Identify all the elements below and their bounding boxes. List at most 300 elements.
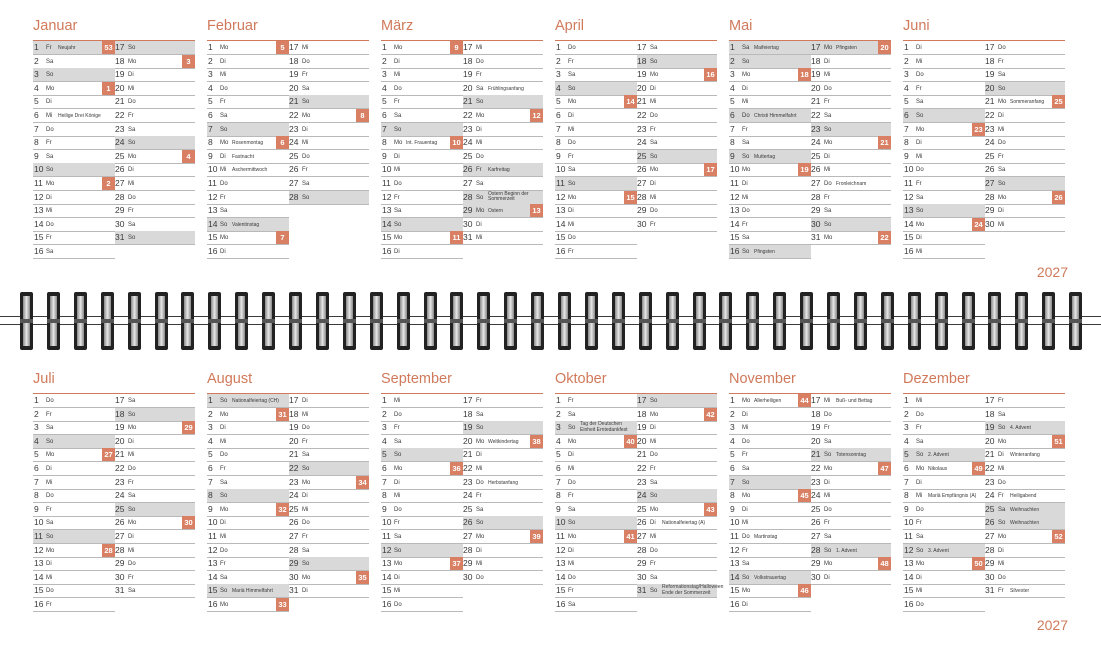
weekday-label: Di xyxy=(394,153,400,160)
day-row xyxy=(637,476,717,490)
weekday-label: Sa xyxy=(998,411,1006,418)
weekday-label: Sa xyxy=(568,411,576,418)
weekday-label: Fr xyxy=(46,235,52,242)
day-number: 15 xyxy=(208,232,218,243)
day-row xyxy=(463,544,543,558)
day-number: 14 xyxy=(904,571,914,582)
binding-ring xyxy=(908,292,921,350)
day-number: 17 xyxy=(289,395,299,405)
day-row xyxy=(381,503,463,517)
day-number: 13 xyxy=(34,205,44,216)
day-row xyxy=(903,584,985,598)
day-row xyxy=(729,109,811,123)
weekday-label: Di xyxy=(394,574,400,581)
day-row xyxy=(463,421,543,435)
binding-ring xyxy=(450,292,463,350)
day-row xyxy=(115,489,195,503)
day-number: 21 xyxy=(985,96,995,107)
binding-ring xyxy=(881,292,894,350)
holiday-label: Winteranfang xyxy=(1010,452,1040,459)
day-row xyxy=(207,245,289,259)
day-row xyxy=(637,163,717,177)
day-row xyxy=(811,150,891,164)
weekday-label: Di xyxy=(394,58,400,65)
day-number: 2 xyxy=(208,408,213,419)
day-number: 10 xyxy=(904,517,914,528)
day-number: 21 xyxy=(463,96,473,107)
weekday-label: Mo xyxy=(916,126,925,133)
day-row xyxy=(729,530,811,544)
day-number: 12 xyxy=(556,544,566,555)
day-row xyxy=(637,448,717,462)
day-row xyxy=(33,163,115,177)
day-number: 16 xyxy=(730,246,740,256)
day-number: 1 xyxy=(556,395,561,405)
day-row xyxy=(207,394,289,408)
day-row xyxy=(637,123,717,137)
day-row xyxy=(115,435,195,449)
day-row xyxy=(555,68,637,82)
weekday-label: So xyxy=(302,466,310,472)
weekday-label: So xyxy=(302,99,310,106)
day-number: 26 xyxy=(115,164,125,175)
day-number: 6 xyxy=(556,463,561,473)
weekday-label: Di xyxy=(742,602,748,608)
day-number: 29 xyxy=(637,205,647,216)
day-number: 30 xyxy=(463,571,473,582)
day-number: 1 xyxy=(34,395,39,405)
week-number-badge: 35 xyxy=(356,571,369,584)
week-number-badge: 17 xyxy=(704,163,717,176)
weekday-label: So xyxy=(650,58,658,65)
day-number: 3 xyxy=(904,69,909,80)
day-row xyxy=(381,408,463,422)
holiday-label: Herbstanfang xyxy=(488,479,519,486)
day-number: 22 xyxy=(637,463,647,473)
weekday-label: Mi xyxy=(568,221,575,228)
day-row xyxy=(289,421,369,435)
weekday-label: Do xyxy=(302,58,310,65)
day-row xyxy=(555,584,637,598)
weekday-label: So xyxy=(650,153,658,160)
weekday-label: Do xyxy=(742,534,750,540)
day-row xyxy=(811,571,891,585)
day-number: 18 xyxy=(115,408,125,419)
day-number: 10 xyxy=(208,164,218,175)
weekday-label: Do xyxy=(824,411,832,418)
day-number: 21 xyxy=(637,449,647,460)
weekday-label: Fr xyxy=(302,534,308,540)
week-number-badge: 10 xyxy=(450,136,463,149)
weekday-label: Mo xyxy=(568,438,577,445)
day-number: 9 xyxy=(904,150,909,161)
day-row xyxy=(811,177,891,191)
weekday-label: So xyxy=(128,235,136,242)
weekday-label: Do xyxy=(742,438,750,445)
day-number: 28 xyxy=(115,191,125,202)
day-row xyxy=(381,55,463,69)
weekday-label: Do xyxy=(998,45,1006,51)
day-number: 2 xyxy=(382,408,387,419)
day-number: 8 xyxy=(208,137,213,148)
weekday-label: Fr xyxy=(476,493,482,500)
weekday-label: Mi xyxy=(568,126,575,133)
weekday-label: So xyxy=(220,588,228,595)
weekday-label: Fr xyxy=(998,153,1004,160)
weekday-label: Fr xyxy=(742,221,748,228)
day-number: 31 xyxy=(289,585,299,596)
day-row xyxy=(33,530,115,544)
day-row xyxy=(985,55,1065,69)
weekday-label: So xyxy=(650,588,658,595)
holiday-label: Heiligabend xyxy=(1010,493,1037,500)
day-row xyxy=(381,41,463,55)
day-number: 10 xyxy=(208,517,218,528)
weekday-label: Mi xyxy=(998,561,1005,568)
day-row xyxy=(729,150,811,164)
day-row xyxy=(289,435,369,449)
day-row xyxy=(289,82,369,96)
weekday-label: So xyxy=(394,452,402,459)
day-row xyxy=(289,41,369,55)
weekday-label: Sa xyxy=(916,534,924,540)
weekday-label: So xyxy=(568,425,576,432)
day-row xyxy=(729,394,811,408)
weekday-label: Do xyxy=(128,194,136,201)
day-row xyxy=(463,191,543,205)
weekday-label: Do xyxy=(394,181,402,187)
weekday-label: Di xyxy=(824,58,830,65)
weekday-label: Sa xyxy=(128,588,136,595)
weekday-label: Do xyxy=(46,493,54,500)
binding-ring xyxy=(693,292,706,350)
holiday-label: Nationalfeiertag (A) xyxy=(662,520,706,527)
weekday-label: Di xyxy=(568,452,574,459)
day-number: 24 xyxy=(637,490,647,501)
weekday-label: Do xyxy=(568,140,576,147)
week-number-badge: 22 xyxy=(878,231,891,244)
holiday-label: Frühlingsanfang xyxy=(488,85,524,92)
day-number: 8 xyxy=(904,137,909,148)
day-row xyxy=(811,544,891,558)
day-row xyxy=(463,435,543,449)
day-number: 6 xyxy=(556,110,561,120)
day-row xyxy=(207,598,289,612)
week-number-badge: 47 xyxy=(878,462,891,475)
weekday-label: Mi xyxy=(46,208,53,215)
day-row xyxy=(381,476,463,490)
weekday-label: Sa xyxy=(220,208,228,215)
day-row xyxy=(903,530,985,544)
day-number: 17 xyxy=(115,42,125,52)
weekday-label: Di xyxy=(220,153,226,160)
day-number: 10 xyxy=(34,164,44,175)
weekday-label: Fr xyxy=(476,167,482,174)
day-row xyxy=(903,163,985,177)
day-number: 5 xyxy=(556,449,561,460)
day-number: 11 xyxy=(382,178,391,188)
holiday-label: Pfingsten xyxy=(754,249,775,255)
weekday-label: So xyxy=(998,85,1006,92)
day-number: 9 xyxy=(382,150,387,161)
day-number: 10 xyxy=(382,517,392,528)
weekday-label: Do xyxy=(476,479,484,486)
day-row xyxy=(555,598,637,612)
weekday-label: Sa xyxy=(302,452,310,459)
day-row xyxy=(463,571,543,585)
day-row xyxy=(381,95,463,109)
day-row xyxy=(811,462,891,476)
day-row xyxy=(207,231,289,245)
weekday-label: Mi xyxy=(916,153,923,160)
week-number-badge: 24 xyxy=(972,218,985,231)
day-row xyxy=(729,231,811,245)
binding-ring xyxy=(477,292,490,350)
weekday-label: Mi xyxy=(650,99,657,106)
day-number: 5 xyxy=(208,449,213,460)
weekday-label: Mi xyxy=(998,126,1005,133)
day-row xyxy=(115,41,195,55)
day-number: 7 xyxy=(34,123,39,134)
day-row xyxy=(463,109,543,123)
weekday-label: Di xyxy=(302,588,308,595)
day-row xyxy=(903,489,985,503)
binding-ring xyxy=(370,292,383,350)
day-number: 29 xyxy=(985,205,995,216)
day-number: 14 xyxy=(730,571,740,582)
day-row xyxy=(555,394,637,408)
binding-ring xyxy=(208,292,221,350)
day-row xyxy=(903,68,985,82)
weekday-label: Do xyxy=(128,466,136,472)
day-row xyxy=(985,544,1065,558)
weekday-label: Mo xyxy=(916,221,925,228)
binding-ring xyxy=(316,292,329,350)
weekday-label: Mo xyxy=(220,235,229,242)
day-number: 14 xyxy=(730,218,740,229)
day-row xyxy=(289,408,369,422)
day-row xyxy=(207,150,289,164)
weekday-label: Di xyxy=(650,425,656,432)
day-number: 11 xyxy=(904,531,913,541)
day-number: 11 xyxy=(34,178,43,188)
day-number: 23 xyxy=(637,476,647,487)
day-number: 13 xyxy=(208,205,218,216)
day-row xyxy=(729,245,811,259)
day-row xyxy=(33,516,115,530)
day-number: 16 xyxy=(904,599,914,609)
weekday-label: Fr xyxy=(220,99,226,106)
day-number: 30 xyxy=(115,218,125,229)
day-number: 3 xyxy=(34,69,39,80)
binding-ring xyxy=(773,292,786,350)
day-row xyxy=(115,150,195,164)
day-row xyxy=(115,55,195,69)
weekday-label: Mo xyxy=(824,561,833,568)
weekday-label: Mo xyxy=(650,506,659,513)
day-number: 19 xyxy=(637,69,647,80)
weekday-label: Mo xyxy=(824,466,833,472)
day-number: 7 xyxy=(556,123,561,134)
day-row xyxy=(903,150,985,164)
day-number: 7 xyxy=(904,123,909,134)
weekday-label: Do xyxy=(916,602,924,608)
day-row xyxy=(637,150,717,164)
weekday-label: Mo xyxy=(394,45,403,51)
weekday-label: Di xyxy=(742,411,748,418)
holiday-label: Nikolaus xyxy=(928,466,948,472)
day-row xyxy=(903,394,985,408)
day-number: 5 xyxy=(382,96,387,107)
day-number: 13 xyxy=(34,558,44,569)
day-number: 19 xyxy=(811,422,821,433)
day-number: 17 xyxy=(811,42,821,52)
weekday-label: Do xyxy=(650,547,658,554)
weekday-label: Di xyxy=(568,547,574,554)
day-row xyxy=(555,435,637,449)
day-number: 29 xyxy=(115,558,125,569)
day-row xyxy=(903,448,985,462)
weekday-label: Mo xyxy=(128,520,137,527)
day-row xyxy=(729,476,811,490)
week-number-badge: 20 xyxy=(878,41,891,54)
day-number: 22 xyxy=(289,110,299,120)
day-number: 4 xyxy=(382,82,387,93)
day-number: 16 xyxy=(208,246,218,256)
day-row xyxy=(115,163,195,177)
day-number: 10 xyxy=(730,164,740,175)
week-number-badge: 30 xyxy=(182,516,195,529)
day-number: 25 xyxy=(115,503,125,514)
day-number: 7 xyxy=(730,476,735,487)
month-name: März xyxy=(381,18,414,34)
weekday-label: So xyxy=(128,45,136,51)
day-row xyxy=(33,476,115,490)
weekday-label: Di xyxy=(46,194,52,201)
day-row xyxy=(207,177,289,191)
week-number-badge: 18 xyxy=(798,68,811,81)
day-number: 23 xyxy=(637,123,647,134)
day-number: 2 xyxy=(904,55,909,66)
holiday-label: Martinstag xyxy=(754,534,778,540)
day-row xyxy=(555,516,637,530)
day-row xyxy=(381,421,463,435)
weekday-label: Mi xyxy=(916,588,923,595)
day-row xyxy=(115,177,195,191)
weekday-label: Sa xyxy=(476,181,484,187)
weekday-label: So xyxy=(394,547,402,554)
day-number: 29 xyxy=(811,558,821,569)
weekday-label: Mo xyxy=(302,574,311,581)
holiday-label: Mariä Empfängnis (A) xyxy=(928,493,977,500)
day-row xyxy=(33,68,115,82)
day-number: 8 xyxy=(382,490,387,501)
day-row xyxy=(463,55,543,69)
day-row xyxy=(381,435,463,449)
day-row xyxy=(637,571,717,585)
week-number-badge: 11 xyxy=(450,231,463,244)
day-row xyxy=(115,476,195,490)
day-row xyxy=(985,95,1065,109)
weekday-label: Mo xyxy=(476,113,485,119)
weekday-label: Mi xyxy=(476,140,483,147)
day-row xyxy=(115,68,195,82)
weekday-label: Mi xyxy=(302,45,309,51)
day-row xyxy=(207,136,289,150)
day-number: 6 xyxy=(904,463,909,473)
binding-ring xyxy=(504,292,517,350)
holiday-label: Mariä Himmelfahrt xyxy=(232,588,273,595)
day-row xyxy=(985,177,1065,191)
day-number: 26 xyxy=(115,517,125,528)
day-row xyxy=(289,448,369,462)
day-number: 23 xyxy=(985,123,995,134)
day-row xyxy=(115,191,195,205)
weekday-label: Mi xyxy=(46,574,53,581)
day-row xyxy=(207,476,289,490)
day-number: 23 xyxy=(985,476,995,487)
day-row xyxy=(33,462,115,476)
day-number: 11 xyxy=(556,178,565,188)
day-number: 26 xyxy=(289,164,299,175)
day-number: 25 xyxy=(463,150,473,161)
day-number: 12 xyxy=(34,191,44,202)
weekday-label: Mi xyxy=(824,72,831,79)
day-number: 2 xyxy=(730,55,735,66)
day-number: 16 xyxy=(556,246,566,256)
day-number: 19 xyxy=(463,422,473,433)
holiday-label: Muttertag xyxy=(754,153,776,160)
day-number: 20 xyxy=(115,435,125,446)
weekday-label: So xyxy=(916,113,924,119)
weekday-label: Fr xyxy=(46,602,52,608)
day-row xyxy=(381,136,463,150)
day-row xyxy=(985,448,1065,462)
weekday-label: Do xyxy=(998,479,1006,486)
day-number: 28 xyxy=(637,191,647,202)
day-row xyxy=(729,462,811,476)
weekday-label: So xyxy=(568,520,576,527)
day-row xyxy=(903,408,985,422)
day-row xyxy=(555,136,637,150)
day-row xyxy=(729,68,811,82)
weekday-label: Sa xyxy=(742,561,750,568)
day-row xyxy=(903,55,985,69)
weekday-label: Di xyxy=(998,113,1004,119)
weekday-label: Do xyxy=(568,479,576,486)
weekday-label: Mi xyxy=(46,113,53,119)
day-row xyxy=(381,191,463,205)
weekday-label: Sa xyxy=(394,438,402,445)
day-number: 12 xyxy=(382,191,392,202)
weekday-label: So xyxy=(476,520,484,527)
day-row xyxy=(555,150,637,164)
holiday-label: Christi Himmelfahrt xyxy=(754,113,797,119)
day-number: 6 xyxy=(34,463,39,473)
day-number: 7 xyxy=(556,476,561,487)
weekday-label: Mo xyxy=(742,588,751,595)
weekday-label: Di xyxy=(476,126,482,133)
weekday-label: Fr xyxy=(220,194,226,201)
week-number-badge: 48 xyxy=(878,557,891,570)
day-row xyxy=(985,476,1065,490)
day-number: 15 xyxy=(730,585,740,596)
day-number: 8 xyxy=(208,490,213,501)
weekday-label: Mi xyxy=(998,466,1005,472)
month-name: Juli xyxy=(33,371,55,387)
day-number: 13 xyxy=(730,558,740,569)
weekday-label: Do xyxy=(742,113,750,119)
